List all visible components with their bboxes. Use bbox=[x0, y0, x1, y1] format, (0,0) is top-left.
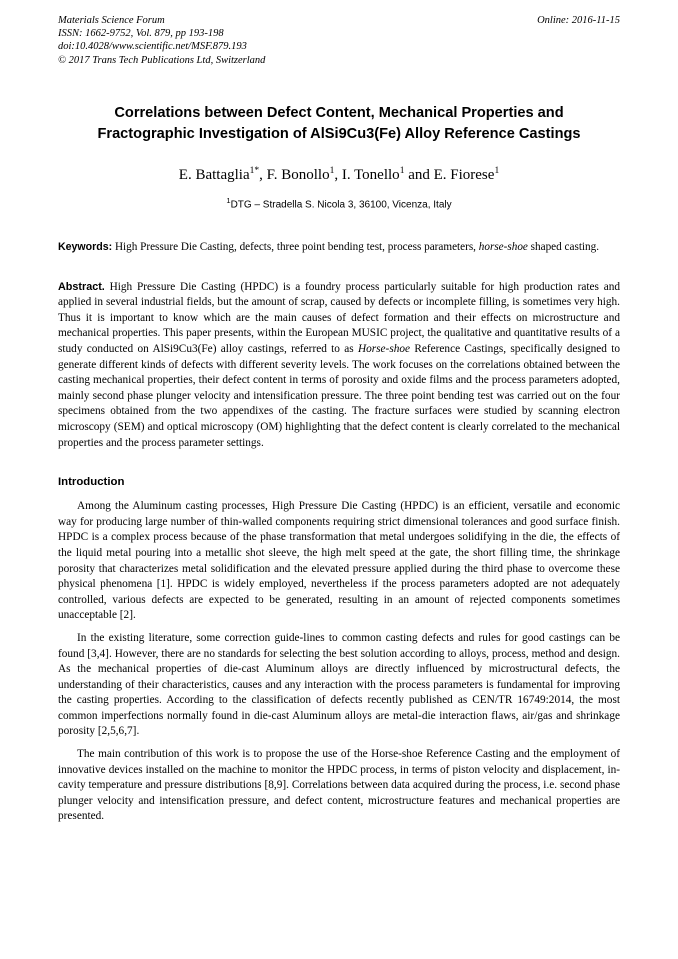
author-sep-2: , bbox=[334, 166, 342, 183]
keywords-text-1: High Pressure Die Casting, defects, three point bending test, process parameters, bbox=[112, 241, 479, 254]
keywords-text-2: shaped casting. bbox=[527, 241, 600, 254]
abstract-text-2: Reference Castings, specifically designed to generate different kinds of defects with different severity levels. The work focuses on the correlations obtained between the casting mechanical properties, their defect content in terms of porosity and oxide films and the process parameters adopted, mainly second phase plunger velocity and intensification pressure. The three point bending test was carried out on the four specimens obtained from the two appendixes of the casting. The fracture surfaces were studied by scanning electron microscopy (SEM) and optical microscopy (OM) highlighting that the defect content is clearly correlated to the mechanical properties and the process parameter settings. bbox=[58, 343, 620, 449]
header-left-block bbox=[58, 14, 438, 67]
online-date: Online: 2016-11-15 bbox=[537, 15, 620, 26]
author-1-name: E. Battaglia bbox=[178, 166, 250, 183]
author-2-marker: 1 bbox=[329, 165, 335, 176]
introduction-paragraph-3: The main contribution of this work is to propose the use of the Horse-shoe Reference Casting and the employment of innovative devices installed on the machine to monitor the HPDC process, in terms of piston velocity and displacement, in-cavity temperature and pressure distributions [8,9]. Correlations between data acquired during the process, i.e. second phase plunger velocity and intensification pressure, and defect content, microstructure features and mechanical properties are presented. bbox=[58, 748, 620, 823]
introduction-paragraph-1: Among the Aluminum casting processes, High Pressure Die Casting (HPDC) is an efficient, versatile and economic way for producing large number of thin-walled components requiring strict dimensional tolerances and good surface finish. HPDC is a complex process because of the phase transformation that metal undergoes solidifying in the die, the effects of the liquid metal pouring into a metallic shot sleeve, the high melt speed at the gate, the short filling time, the shrinkage porosity that characterizes metal solidification and the elevated pressure applied during the third phase to overcome these physical phenomena [1]. HPDC is widely employed, nevertheless if the process parameters adopted are not adequately controlled, various defects are expected to be generated, resulting in an amount of rejected components sometimes unacceptable [2]. bbox=[58, 500, 620, 622]
title-line-2: Fractographic Investigation of AlSi9Cu3(Fe) Alloy Reference Castings bbox=[97, 125, 581, 142]
section-heading-introduction: Introduction bbox=[58, 476, 125, 489]
title-line-1: Correlations between Defect Content, Mechanical Properties and bbox=[114, 104, 564, 121]
keywords-italic-term: horse-shoe bbox=[478, 241, 528, 254]
abstract-italic-term: Horse-shoe bbox=[357, 343, 411, 356]
author-1-marker: 1* bbox=[249, 165, 260, 176]
abstract-block bbox=[58, 280, 620, 452]
author-4-marker: 1 bbox=[494, 165, 500, 176]
author-3-marker: 1 bbox=[399, 165, 405, 176]
affiliation-marker: 1 bbox=[226, 195, 231, 205]
introduction-paragraph-2: In the existing literature, some correction guide-lines to common casting defects and rules for good castings can be found [3,4]. However, there are no standards for selecting the best solution according to alloys, process, method and design. As the mechanical properties of die-cast Aluminum alloys are directly influenced by microstructural defects, the understanding of their characteristics, causes and any interaction with the process parameters is fundamental for improving the casting properties. According to the classification of defects recently published as CEN/TR 16749:2014, the most common imperfections normally found in die-cast Aluminum alloys are metal-die interaction flaws, air/gas and shrinkage porosity [2,5,6,7]. bbox=[58, 631, 620, 738]
doi-line: doi:10.4028/www.scientific.net/MSF.879.193 bbox=[58, 41, 247, 53]
keywords-label: Keywords: bbox=[58, 241, 113, 254]
author-4-name: E. Fiorese bbox=[433, 166, 495, 183]
page-title bbox=[58, 103, 620, 145]
affiliation bbox=[58, 194, 620, 212]
abstract-label: Abstract. bbox=[58, 280, 105, 293]
author-sep-1: , bbox=[259, 166, 267, 183]
journal-name: Materials Science Forum bbox=[58, 15, 165, 26]
author-2-name: F. Bonollo bbox=[266, 166, 330, 183]
keywords-block bbox=[58, 240, 620, 256]
affiliation-text: DTG – Stradella S. Nicola 3, 36100, Vicenza, Italy bbox=[230, 199, 452, 211]
page-header bbox=[58, 14, 620, 67]
abstract-text-1: High Pressure Die Casting (HPDC) is a foundry process particularly suitable for high production rates and applied in several industrial fields, but the amount of scrap, caused by defects or incomplete filling, is sometimes very high. Thus it is important to know which are the main causes of defect formation and their effects on microstructure and mechanical properties. This paper presents, within the European MUSIC project, the qualitative and quantitative results of a study conducted on AlSi9Cu3(Fe) alloy castings, referred to as bbox=[58, 280, 620, 356]
page-content bbox=[58, 14, 620, 825]
author-sep-3: and bbox=[404, 166, 434, 183]
author-3-name: I. Tonello bbox=[341, 166, 400, 183]
issn-line: ISSN: 1662-9752, Vol. 879, pp 193-198 bbox=[58, 28, 224, 40]
copyright-line: © 2017 Trans Tech Publications Ltd, Switzerland bbox=[58, 54, 266, 66]
author-list bbox=[58, 161, 620, 185]
